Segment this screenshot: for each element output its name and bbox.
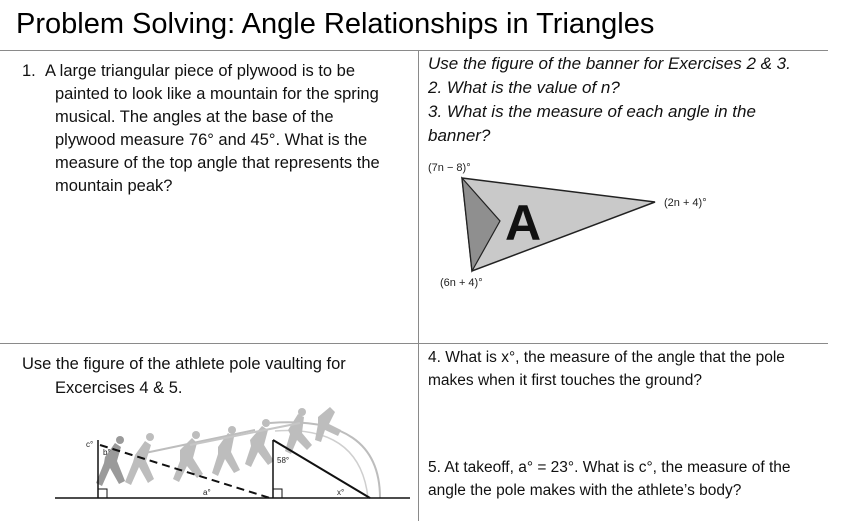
banner-figure: [420, 150, 750, 300]
athlete-silhouette: [285, 414, 312, 454]
question-1-line: plywood measure 76° and 45°. What is the: [55, 131, 368, 149]
angle-label-top: (7n − 8)°: [428, 162, 471, 174]
pole-vault-figure: [50, 395, 420, 510]
angle-label-bottom: (6n + 4)°: [440, 277, 483, 289]
angle-label-b: b°: [103, 448, 111, 457]
question-4: [428, 346, 848, 392]
question-1-line: A large triangular piece of plywood is to be: [45, 62, 356, 80]
angle-label-x: x°: [337, 488, 345, 497]
question-1-line: mountain peak?: [55, 177, 173, 195]
top-divider: [0, 50, 828, 51]
question-1-line: painted to look like a mountain for the spring: [55, 85, 379, 103]
ghost-pole: [145, 430, 255, 453]
question-5: [428, 456, 848, 502]
athlete-head: [298, 408, 306, 416]
question-1-text: [22, 60, 414, 198]
ghost-pole: [190, 423, 300, 445]
banner-exercises: [428, 52, 848, 148]
angle-label-a: a°: [203, 488, 211, 497]
angle-label-58: 58°: [277, 456, 290, 465]
question-3-text-cont: banner?: [428, 126, 491, 145]
pole-hypotenuse: [273, 440, 370, 498]
question-1-number: 1.: [22, 62, 36, 80]
athlete-head: [192, 431, 200, 439]
question-1: [22, 60, 414, 198]
question-4-line2: makes when it first touches the ground?: [428, 372, 702, 389]
athlete-left: [96, 436, 125, 486]
page-title: Problem Solving: Angle Relationships in Triangles: [16, 8, 655, 40]
banner-intro-text: Use the figure of the banner for Exercises 2 & 3.: [428, 54, 791, 73]
pole-vault-intro-line2: Excercises 4 & 5.: [55, 379, 183, 397]
pole-vault-intro-line1: Use the figure of the athlete pole vaulting for: [22, 355, 346, 373]
athlete-head: [116, 436, 124, 444]
athlete-silhouette: [125, 441, 154, 485]
question-5-line1: 5. At takeoff, a° = 23°. What is c°, the measure of the: [428, 459, 791, 476]
question-2-text: 2. What is the value of n?: [428, 78, 620, 97]
question-4-line1: 4. What is x°, the measure of the angle that the pole: [428, 349, 785, 366]
pole-vault-intro: [22, 352, 414, 400]
athlete-silhouette: [315, 407, 341, 442]
banner-letter: A: [505, 195, 542, 251]
question-3-text: 3. What is the measure of each angle in the: [428, 102, 756, 121]
athlete-head: [146, 433, 154, 441]
athlete-silhouettes: [125, 407, 341, 485]
angle-label-right: (2n + 4)°: [664, 197, 707, 209]
athlete-head: [228, 426, 236, 434]
angle-label-c: c°: [86, 440, 94, 449]
left-right-angle: [98, 489, 107, 498]
right-right-angle: [273, 489, 282, 498]
question-5-line2: angle the pole makes with the athlete’s body?: [428, 482, 742, 499]
athlete-head: [262, 419, 270, 427]
middle-divider: [0, 343, 828, 344]
question-1-line: musical. The angles at the base of the: [55, 108, 334, 126]
question-1-line: measure of the top angle that represents the: [55, 154, 380, 172]
